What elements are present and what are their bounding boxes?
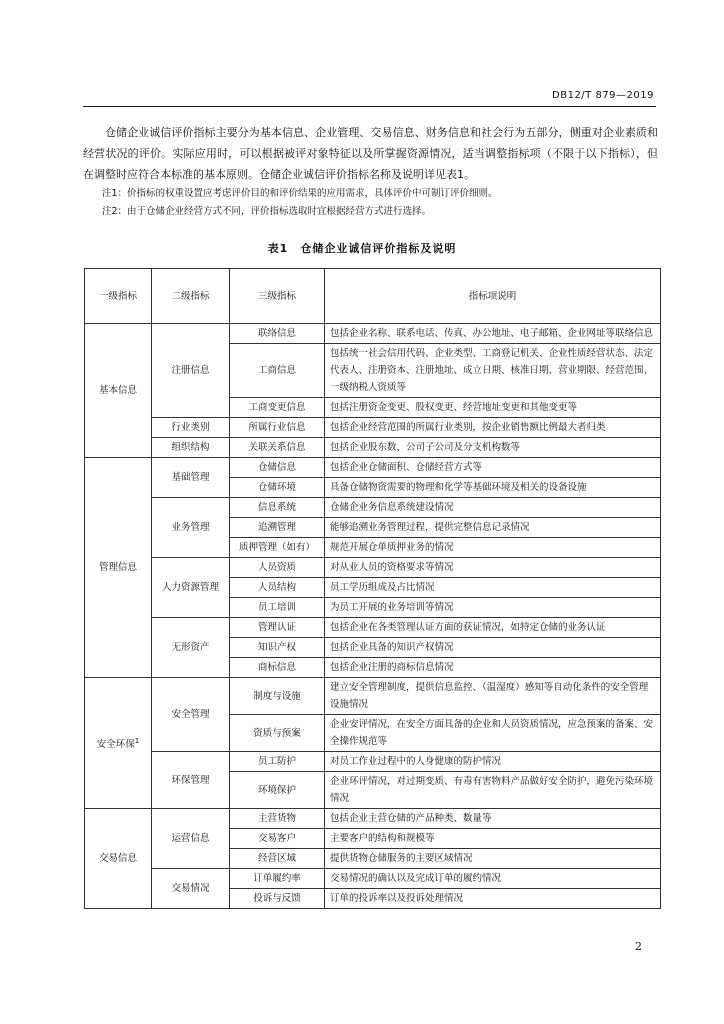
level3-cell: 质押管理（如有） [230, 538, 325, 558]
desc-cell: 包括统一社会信用代码、企业类型、工商登记机关、企业性质经营状态、法定代表人、注册资本、注册地址、成立日期、核准日期、营业期限、经营范围、一级纳税人资质等 [325, 344, 661, 398]
level3-cell: 关联关系信息 [230, 438, 325, 458]
desc-cell: 对员工作业过程中的人身健康的防护情况 [325, 752, 661, 772]
desc-cell: 订单的投诉率以及投诉处理情况 [325, 889, 661, 909]
level2-cell: 环保管理 [152, 752, 230, 809]
level3-cell: 交易客户 [230, 829, 325, 849]
desc-cell: 包括企业在各类管理认证方面的获证情况，如特定仓储的业务认证 [325, 618, 661, 638]
table-row [85, 418, 661, 438]
level3-cell: 仓储环境 [230, 478, 325, 498]
standard-code: DB12/T 879—2019 [552, 90, 654, 101]
desc-cell: 包括企业名称、联系电话、传真、办公地址、电子邮箱、企业网址等联络信息 [325, 324, 661, 344]
table-row [85, 458, 661, 478]
desc-cell: 能够追溯业务管理过程，提供完整信息记录情况 [325, 518, 661, 538]
level1-cell [85, 678, 152, 809]
table-header-row [85, 269, 661, 324]
level1-cell: 基本信息 [85, 324, 152, 458]
page-number: 2 [635, 940, 642, 953]
table-row [85, 809, 661, 829]
table-row [85, 438, 661, 458]
level3-cell: 追溯管理 [230, 518, 325, 538]
level2-cell: 基础管理 [152, 458, 230, 498]
desc-cell: 员工学历组成及占比情况 [325, 578, 661, 598]
header-cell: 二级指标 [152, 269, 230, 324]
desc-cell: 对从业人员的资格要求等情况 [325, 558, 661, 578]
level3-cell: 所属行业信息 [230, 418, 325, 438]
desc-cell: 交易情况的确认以及完成订单的履约情况 [325, 869, 661, 889]
desc-cell: 仓储企业务信息系统建设情况 [325, 498, 661, 518]
desc-cell: 企业环评情况，对过期变质、有毒有害物料产品做好安全防护，避免污染环境情况 [325, 772, 661, 809]
level2-cell: 业务管理 [152, 498, 230, 558]
level3-cell: 订单履约率 [230, 869, 325, 889]
level3-cell: 资质与预案 [230, 715, 325, 752]
level1-cell: 管理信息 [85, 458, 152, 678]
desc-cell: 包括企业仓储面积、仓储经营方式等 [325, 458, 661, 478]
level3-cell: 员工培训 [230, 598, 325, 618]
desc-cell: 规范开展仓单质押业务的情况 [325, 538, 661, 558]
desc-cell: 主要客户的结构和规模等 [325, 829, 661, 849]
level2-cell: 人力资源管理 [152, 558, 230, 618]
note-2: 注2：由于仓储企业经营方式不同，评价指标选取时宜根据经营方式进行选择。 [102, 206, 432, 217]
level2-cell: 无形资产 [152, 618, 230, 678]
level3-cell: 投诉与反馈 [230, 889, 325, 909]
level3-cell: 工商信息 [230, 344, 325, 398]
level3-cell: 知识产权 [230, 638, 325, 658]
level3-cell: 环境保护 [230, 772, 325, 809]
level3-cell: 管理认证 [230, 618, 325, 638]
level3-cell: 经营区域 [230, 849, 325, 869]
level2-cell: 安全管理 [152, 678, 230, 752]
level1-cell: 交易信息 [85, 809, 152, 909]
table-row [85, 618, 661, 638]
desc-cell: 为员工开展的业务培训等情况 [325, 598, 661, 618]
desc-cell: 包括企业具备的知识产权情况 [325, 638, 661, 658]
level3-cell: 制度与设施 [230, 678, 325, 715]
level2-cell: 注册信息 [152, 324, 230, 418]
desc-cell: 建立安全管理制度，提供信息监控、（温湿度）感知等自动化条件的安全管理设施情况 [325, 678, 661, 715]
table-row [85, 324, 661, 344]
desc-cell: 包括企业注册的商标信息情况 [325, 658, 661, 678]
table-title: 表1 仓储企业诚信评价指标及说明 [267, 242, 457, 255]
level3-cell: 仓储信息 [230, 458, 325, 478]
table-row [85, 869, 661, 889]
desc-cell: 包括企业股东数，公司子公司及分支机构数等 [325, 438, 661, 458]
level3-cell: 信息系统 [230, 498, 325, 518]
level3-cell: 人员资质 [230, 558, 325, 578]
header-cell: 一级指标 [85, 269, 152, 324]
level3-cell: 商标信息 [230, 658, 325, 678]
level2-cell: 组织结构 [152, 438, 230, 458]
level3-cell: 主营货物 [230, 809, 325, 829]
header-rule [83, 106, 656, 107]
desc-cell: 提供货物仓储服务的主要区域情况 [325, 849, 661, 869]
table-row [85, 678, 661, 715]
level2-cell: 交易情况 [152, 869, 230, 909]
footnote-mark: 1 [134, 736, 140, 745]
indicator-table [84, 268, 661, 909]
level1-label: 安全环保 [96, 739, 135, 751]
level3-cell: 员工防护 [230, 752, 325, 772]
level3-cell: 联络信息 [230, 324, 325, 344]
body-text [83, 122, 658, 221]
intro-paragraph: 仓储企业诚信评价指标主要分为基本信息、企业管理、交易信息、财务信息和社会行为五部分，侧重对企业素质和经营状况的评价。实际应用时，可以根据被评对象特征以及所掌握资源情况，适当调整指标项（不限于以下指标），但在调整时应符合本标准的基本原则。仓储企业诚信评价指标名称及说明详见表1。 [83, 126, 658, 181]
level3-cell: 人员结构 [230, 578, 325, 598]
level2-cell: 运营信息 [152, 809, 230, 869]
desc-cell: 包括企业主营仓储的产品种类、数量等 [325, 809, 661, 829]
header-cell: 指标项说明 [325, 269, 661, 324]
desc-cell: 包括企业经营范围的所属行业类别，按企业销售额比例最大者归类 [325, 418, 661, 438]
desc-cell: 包括注册资金变更、股权变更、经营地址变更和其他变更等 [325, 398, 661, 418]
level2-cell: 行业类别 [152, 418, 230, 438]
note-1: 注1：价指标的权重设置应考虑评价目的和评价结果的应用需求，具体评价中可制订评价细则。 [102, 188, 498, 199]
table-row [85, 752, 661, 772]
table-row [85, 558, 661, 578]
table-row [85, 498, 661, 518]
level3-cell: 工商变更信息 [230, 398, 325, 418]
desc-cell: 具备仓储物资需要的物理和化学等基础环境及相关的设备设施 [325, 478, 661, 498]
desc-cell: 企业安评情况，在安全方面具备的企业和人员资质情况，应急预案的备案、安全操作规范等 [325, 715, 661, 752]
header-cell: 三级指标 [230, 269, 325, 324]
